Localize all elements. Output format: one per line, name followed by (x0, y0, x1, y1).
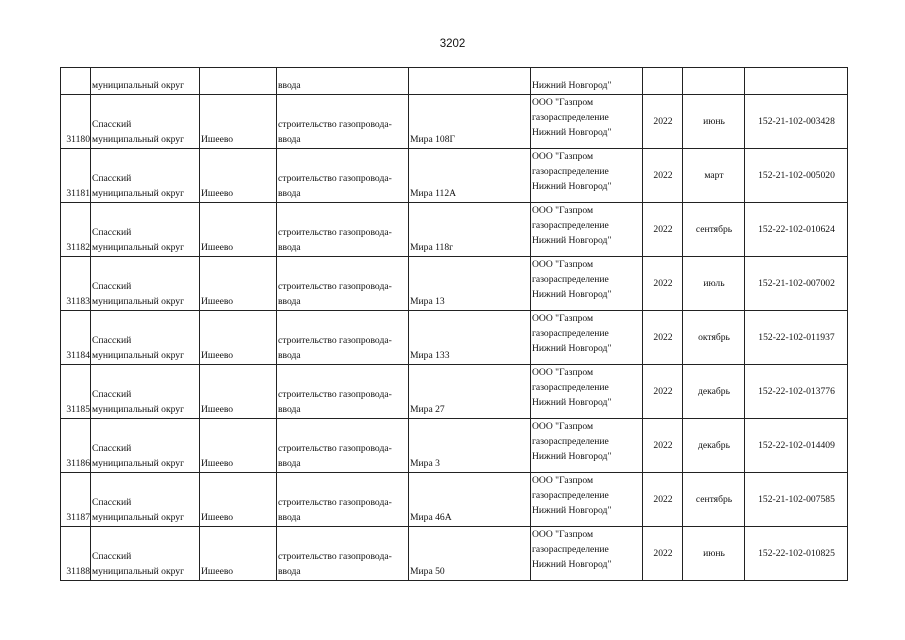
cell-code: 152-22-102-011937 (745, 311, 848, 365)
cell-line: Спасский (92, 443, 132, 454)
cell-village: Ишеево (200, 311, 277, 365)
cell-line: Спасский (92, 497, 132, 508)
cell-num (61, 68, 91, 95)
cell-line: ООО "Газпром (532, 475, 594, 486)
cell-address: Мира 112А (409, 149, 531, 203)
cell-line: Нижний Новгород" (532, 451, 612, 462)
cell-village: Ишеево (200, 149, 277, 203)
cell-org (531, 365, 643, 419)
cell-year (643, 68, 683, 95)
table-row (61, 257, 848, 311)
table-row (61, 527, 848, 581)
cell-year: 2022 (643, 473, 683, 527)
cell-line: строительство газопровода- (278, 389, 392, 400)
cell-line: ввода (278, 242, 301, 253)
cell-line: Нижний Новгород" (532, 505, 612, 516)
cell-line: ввода (278, 350, 301, 361)
cell-line: Спасский (92, 389, 132, 400)
cell-org (531, 257, 643, 311)
cell-line: ООО "Газпром (532, 367, 594, 378)
cell-district (91, 419, 200, 473)
cell-code: 152-22-102-014409 (745, 419, 848, 473)
cell-line: Нижний Новгород" (532, 235, 612, 246)
cell-year: 2022 (643, 149, 683, 203)
cell-line: газораспределение (532, 112, 609, 123)
cell-work (277, 527, 409, 581)
cell-line: ООО "Газпром (532, 421, 594, 432)
cell-line: муниципальный округ (92, 296, 185, 307)
cell-num: 31180 (61, 95, 91, 149)
cell-address: Мира 133 (409, 311, 531, 365)
cell-line: ООО "Газпром (532, 205, 594, 216)
cell-code: 152-21-102-003428 (745, 95, 848, 149)
cell-line: газораспределение (532, 166, 609, 177)
cell-village: Ишеево (200, 95, 277, 149)
cell-line: строительство газопровода- (278, 551, 392, 562)
cell-num: 31181 (61, 149, 91, 203)
cell-code (745, 68, 848, 95)
table-row (61, 95, 848, 149)
cell-month: июль (683, 257, 745, 311)
cell-district (91, 527, 200, 581)
cell-work (277, 257, 409, 311)
cell-line: газораспределение (532, 436, 609, 447)
cell-line: муниципальный округ (92, 458, 185, 469)
cell-line: ООО "Газпром (532, 529, 594, 540)
cell-year: 2022 (643, 95, 683, 149)
cell-work (277, 311, 409, 365)
cell-year: 2022 (643, 203, 683, 257)
cell-work (277, 95, 409, 149)
cell-org: Нижний Новгород" (531, 68, 643, 95)
cell-line: строительство газопровода- (278, 281, 392, 292)
cell-line: строительство газопровода- (278, 227, 392, 238)
cell-line: Спасский (92, 335, 132, 346)
cell-code: 152-22-102-013776 (745, 365, 848, 419)
cell-line: ввода (278, 404, 301, 415)
cell-org (531, 527, 643, 581)
cell-district (91, 95, 200, 149)
table-row (61, 365, 848, 419)
cell-line: Спасский (92, 281, 132, 292)
cell-line: газораспределение (532, 328, 609, 339)
cell-address: Мира 118г (409, 203, 531, 257)
cell-work (277, 149, 409, 203)
cell-line: ввода (278, 566, 301, 577)
cell-num: 31182 (61, 203, 91, 257)
cell-line: ООО "Газпром (532, 151, 594, 162)
cell-work: ввода (277, 68, 409, 95)
cell-district (91, 149, 200, 203)
cell-line: газораспределение (532, 220, 609, 231)
cell-line: газораспределение (532, 274, 609, 285)
cell-line: муниципальный округ (92, 404, 185, 415)
cell-org (531, 149, 643, 203)
cell-village: Ишеево (200, 257, 277, 311)
cell-org (531, 473, 643, 527)
cell-line: Нижний Новгород" (532, 289, 612, 300)
cell-year: 2022 (643, 311, 683, 365)
cell-line: Нижний Новгород" (532, 559, 612, 570)
cell-line: газораспределение (532, 490, 609, 501)
cell-address: Мира 3 (409, 419, 531, 473)
cell-district (91, 203, 200, 257)
cell-district (91, 473, 200, 527)
cell-code: 152-21-102-007585 (745, 473, 848, 527)
cell-year: 2022 (643, 419, 683, 473)
cell-line: строительство газопровода- (278, 443, 392, 454)
cell-line: строительство газопровода- (278, 497, 392, 508)
cell-code: 152-21-102-007002 (745, 257, 848, 311)
cell-village: Ишеево (200, 419, 277, 473)
cell-address (409, 68, 531, 95)
cell-line: Нижний Новгород" (532, 397, 612, 408)
cell-work (277, 203, 409, 257)
table-row (61, 149, 848, 203)
cell-village (200, 68, 277, 95)
cell-org (531, 95, 643, 149)
cell-line: строительство газопровода- (278, 173, 392, 184)
cell-line: ООО "Газпром (532, 313, 594, 324)
cell-num: 31184 (61, 311, 91, 365)
cell-line: ввода (278, 458, 301, 469)
page-number: 3202 (439, 38, 466, 50)
cell-code: 152-22-102-010624 (745, 203, 848, 257)
cell-line: муниципальный округ (92, 350, 185, 361)
cell-num: 31185 (61, 365, 91, 419)
cell-line: ООО "Газпром (532, 259, 594, 270)
table-row (61, 311, 848, 365)
cell-num: 31186 (61, 419, 91, 473)
cell-address: Мира 108Г (409, 95, 531, 149)
cell-line: муниципальный округ (92, 242, 185, 253)
cell-num: 31183 (61, 257, 91, 311)
cell-village: Ишеево (200, 365, 277, 419)
cell-month: июнь (683, 527, 745, 581)
cell-year: 2022 (643, 257, 683, 311)
cell-village: Ишеево (200, 473, 277, 527)
cell-line: Спасский (92, 551, 132, 562)
cell-month: сентябрь (683, 203, 745, 257)
cell-org (531, 203, 643, 257)
cell-line: ввода (278, 134, 301, 145)
table-row (61, 473, 848, 527)
cell-org (531, 311, 643, 365)
cell-line: Спасский (92, 173, 132, 184)
cell-line: муниципальный округ (92, 188, 185, 199)
cell-month: сентябрь (683, 473, 745, 527)
cell-village: Ишеево (200, 203, 277, 257)
cell-code: 152-22-102-010825 (745, 527, 848, 581)
cell-work (277, 473, 409, 527)
cell-work (277, 365, 409, 419)
cell-work (277, 419, 409, 473)
cell-line: муниципальный округ (92, 134, 185, 145)
cell-year: 2022 (643, 365, 683, 419)
cell-line: строительство газопровода- (278, 335, 392, 346)
cell-num: 31187 (61, 473, 91, 527)
cell-line: Нижний Новгород" (532, 181, 612, 192)
table-row-continuation (61, 68, 848, 95)
cell-address: Мира 27 (409, 365, 531, 419)
cell-year: 2022 (643, 527, 683, 581)
cell-org (531, 419, 643, 473)
cell-line: газораспределение (532, 382, 609, 393)
cell-month: октябрь (683, 311, 745, 365)
cell-line: строительство газопровода- (278, 119, 392, 130)
cell-line: ввода (278, 188, 301, 199)
cell-num: 31188 (61, 527, 91, 581)
cell-line: ввода (278, 512, 301, 523)
cell-address: Мира 50 (409, 527, 531, 581)
cell-code: 152-21-102-005020 (745, 149, 848, 203)
cell-month (683, 68, 745, 95)
gas-connections-table (60, 67, 848, 581)
cell-district (91, 257, 200, 311)
cell-month: март (683, 149, 745, 203)
cell-line: муниципальный округ (92, 512, 185, 523)
cell-line: Спасский (92, 119, 132, 130)
table-row (61, 419, 848, 473)
cell-line: муниципальный округ (92, 566, 185, 577)
cell-village: Ишеево (200, 527, 277, 581)
cell-line: ввода (278, 296, 301, 307)
cell-month: июнь (683, 95, 745, 149)
cell-address: Мира 13 (409, 257, 531, 311)
cell-month: декабрь (683, 419, 745, 473)
cell-line: ООО "Газпром (532, 97, 594, 108)
table-row (61, 203, 848, 257)
cell-line: газораспределение (532, 544, 609, 555)
cell-district (91, 365, 200, 419)
cell-address: Мира 46А (409, 473, 531, 527)
cell-line: Спасский (92, 227, 132, 238)
cell-district (91, 311, 200, 365)
cell-line: Нижний Новгород" (532, 127, 612, 138)
cell-district: муниципальный округ (91, 68, 200, 95)
cell-month: декабрь (683, 365, 745, 419)
cell-line: Нижний Новгород" (532, 343, 612, 354)
